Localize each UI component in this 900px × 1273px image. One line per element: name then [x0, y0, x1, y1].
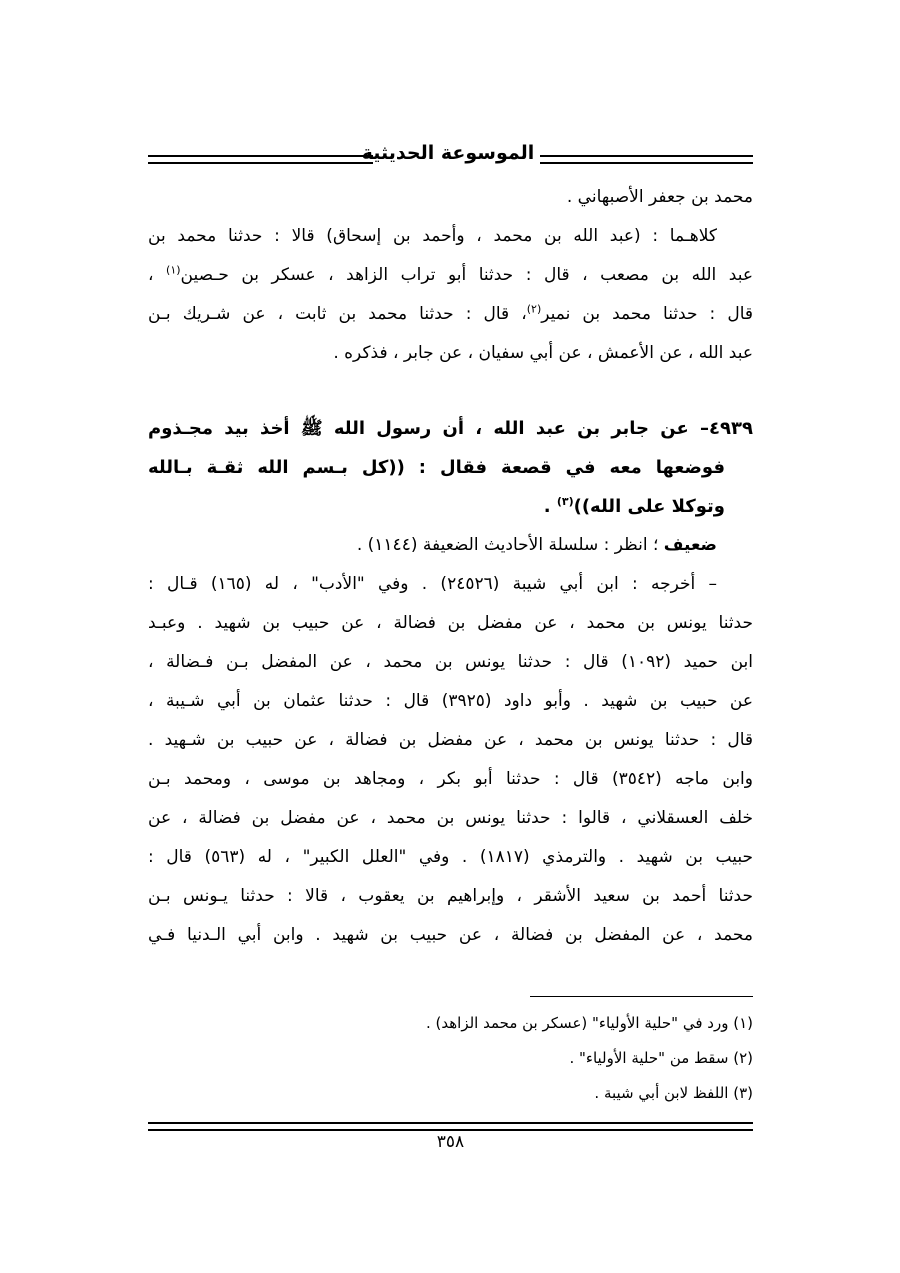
footnote-separator: [530, 996, 753, 997]
takhrij-line: قال : حدثنا يونس بن محمد ، عن مفضل بن فضالة ، عن حبيب بن شـهيد .: [148, 730, 753, 750]
hadith-line: [148, 487, 725, 526]
text-span: .: [543, 496, 557, 517]
text-span: ، قال : حدثنا محمد بن ثابت ، عن شـريك بـن: [148, 304, 527, 324]
text-line: [148, 295, 753, 334]
text-line: كلاهـما : (عبد الله بن محمد ، وأحمد بن إسحاق) قالا : حدثنا محمد بن: [148, 226, 717, 246]
takhrij-line: حدثنا أحمد بن سعيد الأشقر ، وإبراهيم بن يعقوب ، قالا : حدثنا يـونس بـن: [148, 886, 753, 906]
footnote: (٣) اللفظ لابن أبي شيبة .: [594, 1084, 753, 1102]
body-text: [148, 178, 753, 955]
footnote-ref[interactable]: (٣): [556, 495, 574, 508]
text-span: ،: [148, 265, 167, 285]
grade-text: ؛ انظر : سلسلة الأحاديث الضعيفة (١١٤٤) .: [356, 535, 659, 555]
takhrij-line: حبيب بن شهيد . والترمذي (١٨١٧) . وفي "العلل الكبير" ، له (٥٦٣) قال :: [148, 847, 753, 867]
grade-line: [148, 526, 753, 565]
page-number: ٣٥٨: [436, 1132, 465, 1152]
footnote: (٢) سقط من "حلية الأولياء" .: [569, 1049, 753, 1067]
text-line: [148, 256, 753, 295]
page-header: [148, 140, 753, 174]
text-span: قال : حدثنا محمد بن نمير: [541, 304, 753, 324]
takhrij-line: – أخرجه : ابن أبي شيبة (٢٤٥٢٦) . وفي "الأدب" ، له (١٦٥) قـال :: [148, 574, 717, 594]
hadith-line: ٤٩٣٩– عن جابر بن عبد الله ، أن رسول الله ﷺ أخذ بيد مجـذوم: [148, 418, 753, 439]
text-span: وتوكلا على الله)): [573, 496, 725, 517]
header-rule-right: [540, 155, 753, 164]
text-line: عبد الله ، عن الأعمش ، عن أبي سفيان ، عن جابر ، فذكره .: [333, 343, 753, 363]
grade-label: ضعيف: [663, 535, 717, 555]
takhrij-line: عن حبيب بن شهيد . وأبو داود (٣٩٢٥) قال : حدثنا عثمان بن أبي شـيبة ،: [148, 691, 753, 711]
takhrij-line: خلف العسقلاني ، قالوا : حدثنا يونس بن محمد ، عن مفضل بن فضالة ، عن: [148, 808, 753, 828]
takhrij-line: حدثنا يونس بن محمد ، عن مفضل بن فضالة ، عن حبيب بن شهيد . وعبـد: [148, 613, 753, 633]
text-line: محمد بن جعفر الأصبهاني .: [566, 187, 753, 207]
header-rule-left: [148, 155, 373, 164]
footnote: (١) ورد في "حلية الأولياء" (عسكر بن محمد الزاهد) .: [425, 1014, 753, 1032]
takhrij-line: وابن ماجه (٣٥٤٢) قال : حدثنا أبو بكر ، ومجاهد بن موسى ، ومحمد بـن: [148, 769, 753, 789]
takhrij-line: ابن حميد (١٠٩٢) قال : حدثنا يونس بن محمد ، عن المفضل بـن فـضالة ،: [148, 652, 753, 672]
footer-rule: [148, 1122, 753, 1131]
hadith-line: فوضعها معه في قصعة فقال : ((كل بـسم الله ثقـة بـالله: [148, 457, 725, 478]
header-title: الموسوعة الحديثية: [361, 142, 535, 164]
footnote-ref[interactable]: (٢): [526, 302, 542, 316]
takhrij-line: محمد ، عن المفضل بن فضالة ، عن حبيب بن شهيد . وابن أبي الـدنيا فـي: [148, 925, 753, 945]
text-span: عبد الله بن مصعب ، قال : حدثنا أبو تراب الزاهد ، عسكر بن حـصين: [180, 265, 753, 285]
footnote-ref[interactable]: (١): [166, 263, 181, 277]
footnotes: [148, 1006, 753, 1111]
